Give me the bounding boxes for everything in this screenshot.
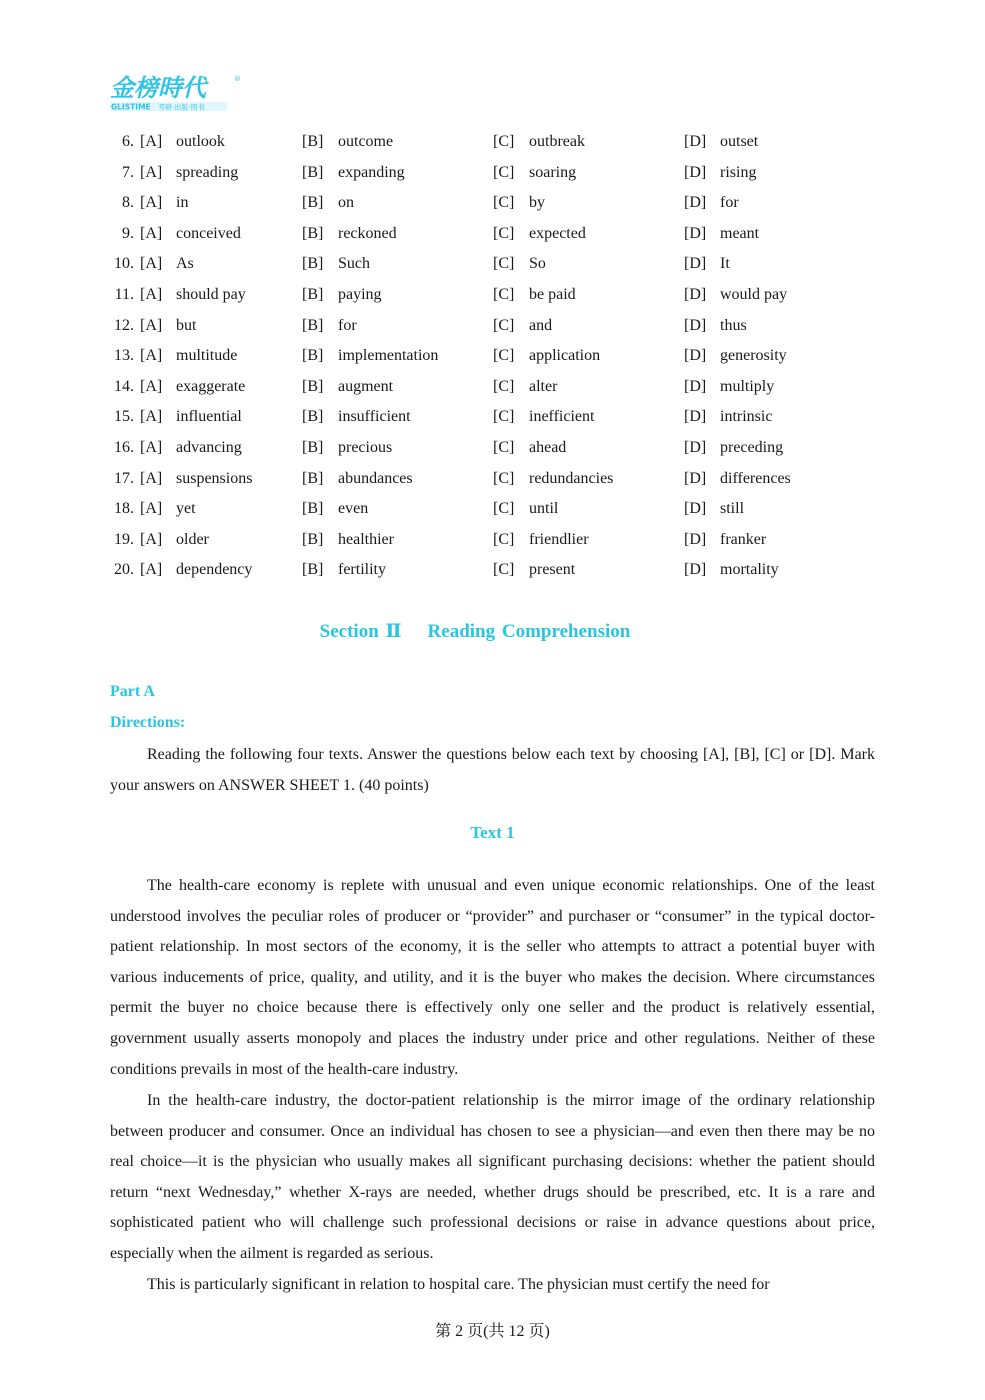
logo-sub-cn: 考研·出版·图书: [158, 103, 205, 112]
publisher-logo: [110, 72, 240, 112]
logo-sub-text: GLISTIME: [111, 102, 151, 112]
page-footer: 第 2 页(共 12 页): [435, 1323, 550, 1340]
answer-row: 15. [A] influential [B] insufficient [C] inefficient [D] intrinsic: [114, 408, 773, 426]
answer-row: 9. [A] conceived [B] reckoned [C] expected [D] meant: [122, 224, 760, 242]
paragraph: This is particularly significant in relation to hospital care. The physician must certify the need for: [147, 1276, 770, 1293]
answer-row: 8. [A] in [B] on [C] by [D] for: [122, 194, 739, 212]
answer-row: 17. [A] suspensions [B] abundances [C] redundancies [D] differences: [114, 469, 791, 487]
section-name: Reading Comprehension: [427, 621, 631, 642]
paragraph: The health-care economy is replete with unusual and even unique economic relationships. One of the least understood involves the peculiar roles of producer or “provider” and purchaser or “consumer” in the typical doctor-patient relationship. In most sectors of the economy, it is the seller who attempts to attract a potential buyer with various inducements of price, quality, and utility, and it is the buyer who makes the decision. Where circumstances permit the buyer no choice because there is effectively only one seller and the product is relatively essential, government usually asserts monopoly and places the industry under price and other regulations. Neither of these conditions prevails in most of the health-care industry.: [110, 877, 875, 1078]
answer-row: 20. [A] dependency [B] fertility [C] present [D] mortality: [114, 561, 779, 579]
answer-row: 14. [A] exaggerate [B] augment [C] alter [D] multiply: [114, 377, 775, 395]
answer-row: 10. [A] As [B] Such [C] So [D] It: [114, 255, 730, 273]
logo-main-text: 金榜時代: [110, 74, 206, 102]
answer-row: 11. [A] should pay [B] paying [C] be paid [D] would pay: [114, 285, 788, 303]
answer-row: 16. [A] advancing [B] precious [C] ahead [D] preceding: [114, 438, 784, 456]
cloze-answer-options: [110, 127, 850, 586]
answer-row: 13. [A] multitude [B] implementation [C] application [D] generosity: [114, 347, 787, 365]
paragraph: In the health-care industry, the doctor-patient relationship is the mirror image of the ordinary relationship between producer and consumer. Once an individual has chosen to see a physician—and even then there may be no real choice—it is the physician who usually makes all significant purchasing decisions: whether the patient should return “next Wednesday,” whether X-rays are needed, whether drugs should be prescribed, etc. It is a rare and sophisticated patient who will challenge such professional decisions or raise in advance questions about price, especially when the ailment is regarded as serious.: [110, 1092, 875, 1262]
section-title: [0, 620, 950, 643]
answer-row: 19. [A] older [B] healthier [C] friendlier [D] franker: [114, 530, 767, 548]
directions-text: Reading the following four texts. Answer the questions below each text by choosing [A], [B], [C] or [D]. Mark your answers on ANSWER SHEET 1. (40 points): [110, 746, 875, 794]
part-heading: Part A: [110, 683, 155, 700]
answer-row: 12. [A] but [B] for [C] and [D] thus: [114, 316, 747, 334]
answer-row: 6. [A] outlook [B] outcome [C] outbreak [D] outset: [122, 133, 759, 150]
answer-row: 7. [A] spreading [B] expanding [C] soaring [D] rising: [122, 163, 757, 181]
answer-row: 18. [A] yet [B] even [C] until [D] still: [114, 500, 745, 518]
directions-label: Directions:: [110, 714, 186, 731]
text-title: Text 1: [470, 823, 515, 842]
section-number: Section Ⅱ: [319, 621, 402, 642]
svg-text:®: ®: [234, 75, 241, 83]
